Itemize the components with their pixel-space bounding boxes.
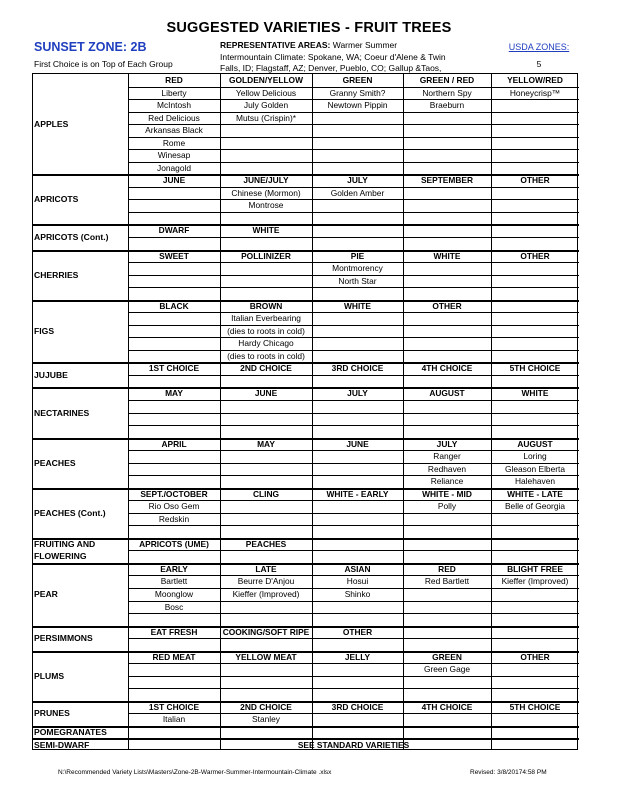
row-line [128, 400, 579, 401]
category-header: 4TH CHOICE [421, 701, 473, 712]
fruit-label: NECTARINES [34, 407, 90, 418]
row-line [128, 550, 579, 551]
variety-cell: Kieffer (Improved) [501, 576, 569, 587]
variety-cell: McIntosh [157, 100, 191, 111]
variety-cell: Stanley [252, 714, 280, 725]
category-header: RED [438, 563, 456, 574]
variety-cell: Braeburn [429, 100, 465, 111]
category-header: CLING [252, 488, 280, 499]
row-line [128, 613, 579, 614]
category-header: RED [165, 75, 183, 85]
category-header: 3RD CHOICE [331, 701, 384, 712]
category-header: WHITE [433, 250, 461, 261]
category-header: ASIAN [344, 563, 371, 574]
category-header: JUNE/JULY [243, 175, 289, 186]
row-line [128, 237, 579, 238]
fruit-label: APRICOTS [34, 194, 79, 205]
category-header: YELLOW MEAT [235, 651, 297, 662]
variety-cell: (dies to roots in cold) [227, 325, 305, 336]
category-header: APRIL [161, 438, 187, 449]
category-header: LATE [255, 563, 277, 574]
fruit-label: APPLES [34, 119, 69, 130]
row-line [128, 287, 579, 288]
category-header: GOLDEN/YELLOW [229, 75, 303, 85]
category-header: JULY [347, 388, 368, 399]
variety-cell: Green Gage [423, 664, 471, 675]
rep-areas-line3: Falls, ID; Flagstaff, AZ; Denver, Pueblo, CO; Gallup &Taos, [220, 63, 442, 73]
variety-cell: Hardy Chicago [238, 338, 294, 349]
varieties-table [32, 73, 578, 750]
category-header: JELLY [344, 651, 371, 662]
variety-cell: Golden Amber [330, 187, 385, 198]
category-header: COOKING/SOFT RIPE [222, 626, 310, 637]
category-header: JUNE [346, 438, 369, 449]
category-header: DWARF [158, 225, 190, 236]
category-header: JUNE [162, 175, 186, 186]
fruit-label: PEAR [34, 589, 58, 600]
category-header: YELLOW/RED [507, 75, 563, 85]
fruit-label: POMEGRANATES [34, 727, 107, 738]
row-line [128, 676, 579, 677]
variety-cell: Polly [437, 501, 457, 512]
fruit-label: PEACHES [34, 457, 76, 468]
row-line [128, 199, 579, 200]
variety-cell: Redskin [158, 513, 190, 524]
category-header: WHITE - LATE [507, 488, 563, 499]
category-header: JULY [347, 175, 368, 186]
variety-cell: Kieffer (Improved) [232, 589, 300, 600]
fruit-label: JUJUBE [34, 369, 68, 380]
span-note: SEE STANDARD VARIETIES [297, 740, 410, 751]
rep-areas-value: Warmer Summer [332, 40, 398, 50]
category-header: OTHER [520, 250, 550, 261]
fruit-label: FRUITING AND FLOWERING [34, 538, 96, 562]
variety-cell: Rome [162, 137, 186, 148]
variety-cell: Gleason Elberta [504, 463, 566, 474]
category-header: 1ST CHOICE [148, 701, 200, 712]
category-header: AUGUST [517, 438, 553, 449]
row-line [128, 325, 579, 326]
category-header: JULY [436, 438, 458, 449]
category-header: 3RD CHOICE [331, 363, 384, 374]
variety-cell: Redhaven [427, 463, 467, 474]
rep-areas-label: REPRESENTATIVE AREAS: [220, 40, 331, 50]
variety-cell: North Star [338, 275, 377, 286]
category-header: OTHER [520, 175, 550, 186]
category-header: 5TH CHOICE [509, 363, 561, 374]
footer-file-path: N:\Recommended Variety Lists\Masters\Zone-2B-Warmer-Summer-Intermountain-Climate .xlsx [58, 769, 332, 776]
usda-zones-value: 5 [536, 59, 542, 69]
category-header: SEPT./OCTOBER [140, 488, 208, 499]
variety-cell: Loring [523, 451, 547, 462]
variety-cell: Yellow Delicious [235, 87, 297, 98]
category-header: PEACHES [245, 538, 287, 549]
row-line [128, 212, 579, 213]
representative-areas [220, 40, 500, 75]
variety-cell: Reliance [430, 476, 464, 487]
variety-cell: Liberty [161, 87, 187, 98]
variety-cell: (dies to roots in cold) [227, 350, 305, 361]
row-line [128, 413, 579, 414]
variety-cell: Rio Oso Gem [148, 501, 200, 512]
variety-cell: Shinko [344, 589, 371, 600]
fruit-label: PRUNES [34, 708, 70, 719]
category-header: 5TH CHOICE [509, 701, 561, 712]
variety-cell: Bartlett [160, 576, 188, 587]
row-line [128, 312, 579, 313]
variety-cell: Belle of Georgia [504, 501, 566, 512]
variety-cell: Northern Spy [422, 87, 472, 98]
variety-cell: Moonglow [154, 589, 194, 600]
category-header: EARLY [160, 563, 188, 574]
category-header: BLACK [159, 300, 189, 311]
variety-cell: Hosui [346, 576, 369, 587]
variety-cell: Jonagold [157, 162, 191, 173]
category-header: POLLINIZER [241, 250, 291, 261]
category-header: OTHER [342, 626, 373, 637]
variety-cell: Italian Everbearing [231, 313, 301, 324]
category-header: WHITE - MID [422, 488, 472, 499]
category-header: BLIGHT FREE [507, 563, 563, 574]
category-header: 2ND CHOICE [240, 363, 292, 374]
category-header: WHITE [521, 388, 549, 399]
variety-cell: Montmorency [332, 263, 383, 274]
category-header: SWEET [159, 250, 189, 261]
category-header: APRICOTS (UME) [139, 538, 209, 549]
row-line [128, 638, 579, 639]
row-line [128, 688, 579, 689]
fruit-label: PERSIMMONS [34, 633, 93, 644]
variety-cell: Red Bartlett [424, 576, 470, 587]
variety-cell: Bosc [164, 601, 184, 612]
category-header: 1ST CHOICE [148, 363, 200, 374]
page-title: SUGGESTED VARIETIES - FRUIT TREES [166, 20, 452, 36]
row-line [128, 350, 579, 351]
variety-cell: Arkansas Black [145, 125, 203, 136]
category-header: GREEN [432, 651, 462, 662]
first-choice-note: First Choice is on Top of Each Group [34, 59, 173, 69]
variety-cell: Granny Smith? [329, 87, 386, 98]
variety-cell: Ranger [433, 451, 461, 462]
category-header: MAY [165, 388, 183, 399]
variety-cell: Montrose [248, 200, 284, 211]
category-header: 2ND CHOICE [240, 701, 292, 712]
variety-cell: July Golden [243, 100, 289, 111]
category-header: BROWN [249, 300, 283, 311]
fruit-label: CHERRIES [34, 269, 79, 280]
rep-areas-line2: Intermountain Climate: Spokane, WA; Coeur d'Alene & Twin [220, 51, 446, 62]
category-header: GREEN [342, 75, 373, 85]
row-line [128, 337, 579, 338]
category-header: 4TH CHOICE [421, 363, 473, 374]
variety-cell: Mutsu (Crispin)* [235, 112, 297, 123]
category-header: OTHER [520, 651, 550, 662]
row-line [128, 663, 579, 664]
variety-cell: Chinese (Mormon) [231, 187, 301, 198]
fruit-label: PEACHES (Cont.) [34, 507, 106, 518]
row-line [128, 375, 579, 376]
variety-cell: Halehaven [514, 476, 556, 487]
sunset-zone-label: SUNSET ZONE: 2B [34, 40, 147, 54]
category-header: EAT FRESH [150, 626, 198, 637]
variety-cell: Italian [162, 714, 186, 725]
category-header: AUGUST [429, 388, 465, 399]
category-header: SEPTEMBER [420, 175, 474, 186]
variety-cell: Honeycrisp™ [509, 87, 561, 98]
category-header: RED MEAT [152, 651, 196, 662]
row-line [128, 425, 579, 426]
category-header: MAY [257, 438, 275, 449]
category-header: OTHER [432, 300, 462, 311]
footer-revised-date: Revised: 3/8/20174:58 PM [470, 769, 547, 776]
fruit-label: APRICOTS (Cont.) [34, 231, 109, 242]
category-header: JUNE [254, 388, 278, 399]
category-header: WHITE [252, 225, 280, 236]
fruit-label: SEMI-DWARF [34, 739, 90, 750]
row-line [128, 525, 579, 526]
category-header: WHITE [344, 300, 371, 311]
variety-cell: Winesap [157, 150, 191, 161]
category-header: PIE [350, 250, 365, 261]
group-separator [33, 726, 579, 728]
category-header: WHITE - EARLY [326, 488, 389, 499]
fruit-label: FIGS [34, 326, 55, 336]
variety-cell: Beurre D'Anjou [237, 576, 295, 587]
fruit-label: PLUMS [34, 670, 65, 681]
variety-cell: Newtown Pippin [327, 100, 388, 111]
usda-zones-link[interactable]: USDA ZONES: [508, 42, 570, 52]
variety-cell: Red Delicious [148, 112, 200, 123]
category-header: GREEN / RED [419, 75, 475, 85]
